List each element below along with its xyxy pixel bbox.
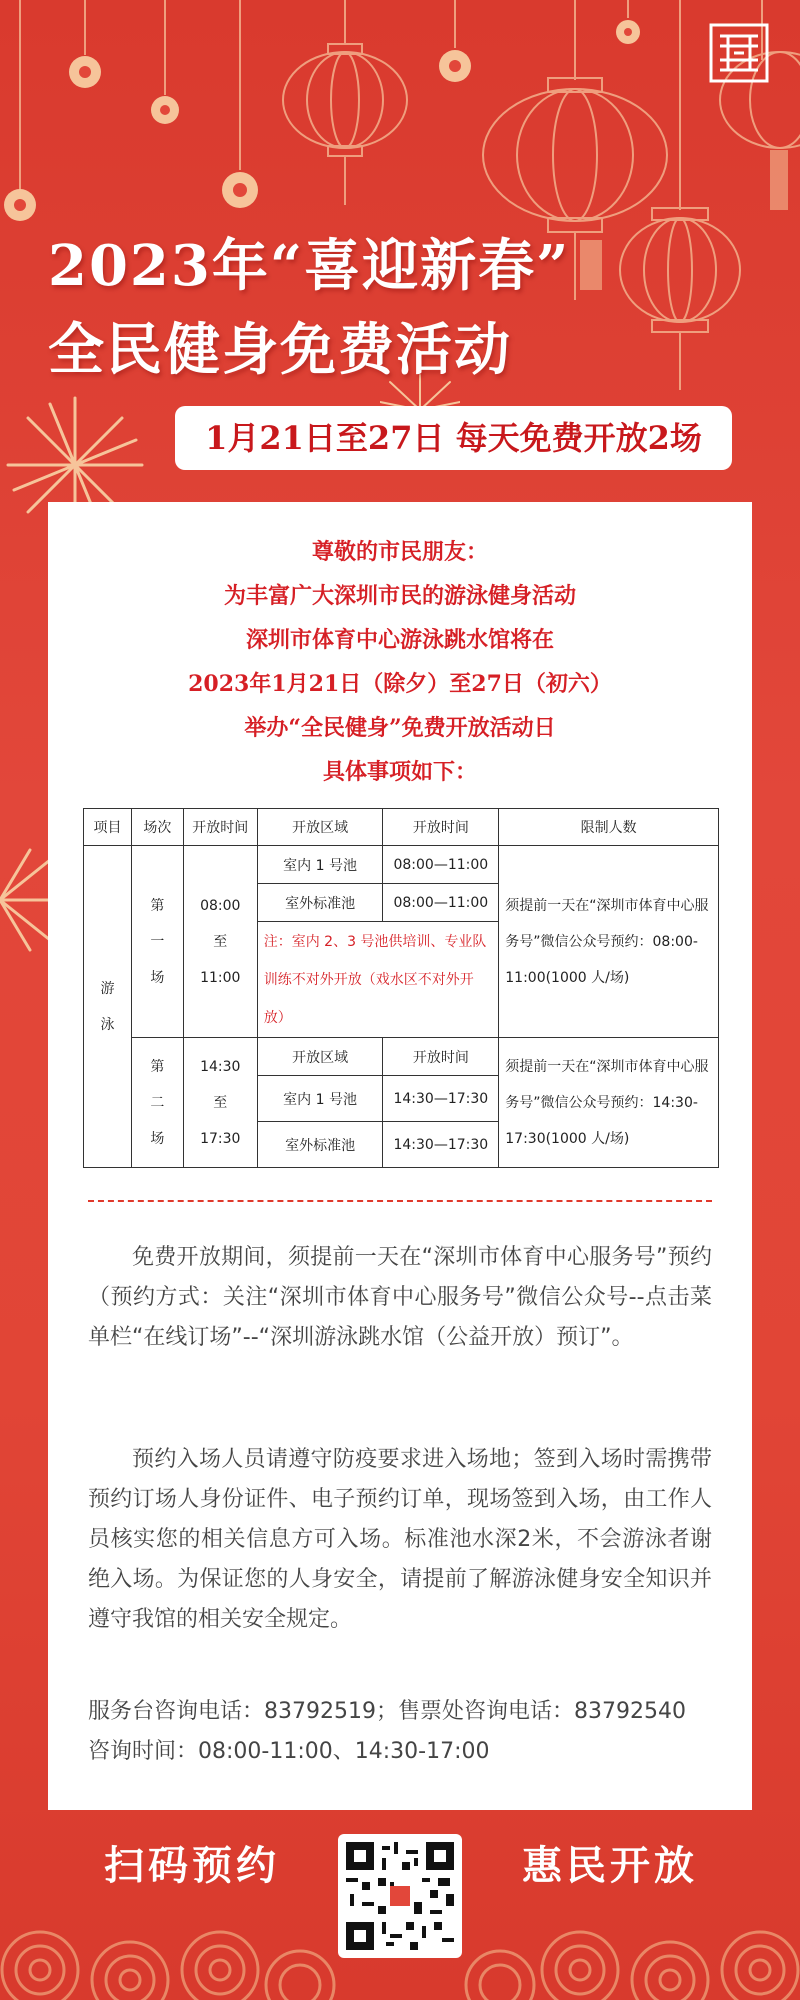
qr-code-icon (346, 1842, 454, 1950)
session-time-part: 至 (213, 933, 228, 950)
closure-note: 注：室内 2、3 号池供培训、专业队训练不对外开放（戏水区不对外开放） (257, 922, 499, 1038)
session-time-part: 11:00 (200, 969, 241, 986)
schedule-table (83, 808, 719, 1168)
table-header-cell: 开放区域 (257, 809, 383, 846)
session-time-part: 14:30 (200, 1058, 241, 1075)
session-time-part: 至 (213, 1094, 228, 1111)
greeting-line: 尊敬的市民朋友： (311, 539, 488, 565)
dashed-divider (88, 1200, 712, 1202)
session-2-cell (131, 1038, 183, 1168)
session-1-cell (131, 846, 183, 1038)
logo-icon (708, 22, 770, 84)
session-time-part: 17:30 (200, 1130, 241, 1147)
phone-text: 服务台咨询电话：83792519；售票处咨询电话：83792540 (88, 1699, 686, 1724)
table-header-cell: 开放时间 (383, 809, 499, 846)
page-title-line-2: 全民健身免费活动 (48, 317, 512, 383)
table-header-cell: 开放时间 (183, 809, 257, 846)
sub-header-cell: 开放区域 (257, 1038, 383, 1076)
date-banner: 1月21日至27日 每天免费开放2场 (175, 406, 732, 470)
limit-cell: 须提前一天在“深圳市体育中心服务号”微信公众号预约：14:30-17:30(1000 人/场) (499, 1038, 719, 1168)
project-char: 游 (100, 980, 115, 997)
hours-text: 咨询时间：08:00-11:00、14:30-17:00 (88, 1739, 490, 1764)
session-char: 场 (150, 1130, 165, 1147)
table-row (84, 1038, 719, 1076)
public-benefit-label: 惠民开放 (522, 1842, 698, 1889)
notice-card (48, 502, 752, 1810)
table-header-cell: 项目 (84, 809, 132, 846)
entry-paragraph (88, 1440, 712, 1640)
area-cell: 室内 1 号池 (257, 846, 383, 884)
limit-cell: 须提前一天在“深圳市体育中心服务号”微信公众号预约：08:00-11:00(1000 人/场) (499, 846, 719, 1038)
scan-to-book-label: 扫码预约 (104, 1842, 280, 1889)
booking-paragraph (88, 1238, 712, 1358)
area-cell: 室外标准池 (257, 1122, 383, 1168)
session-char: 二 (150, 1094, 165, 1111)
session-char: 第 (150, 897, 165, 914)
table-header-cell: 限制人数 (499, 809, 719, 846)
time-cell: 14:30—17:30 (383, 1122, 499, 1168)
greeting-line: 具体事项如下： (322, 759, 477, 785)
contact-block (88, 1692, 712, 1772)
entry-text: 预约入场人员请遵守防疫要求进入场地；签到入场时需携带预约订场人身份证件、电子预约订单，现场签到入场，由工作人员核实您的相关信息方可入场。标准池水深2米，不会游泳者谢绝入场。为保证您的人身安全，请提前了解游泳健身安全知识并遵守我馆的相关安全规定。 (88, 1447, 712, 1632)
area-cell: 室内 1 号池 (257, 1076, 383, 1122)
project-cell (84, 846, 132, 1168)
table-header-row (84, 809, 719, 846)
table-header-cell: 场次 (131, 809, 183, 846)
session-char: 第 (150, 1058, 165, 1075)
qr-code[interactable] (338, 1834, 462, 1958)
session-1-time-cell (183, 846, 257, 1038)
session-time-part: 08:00 (200, 897, 241, 914)
booking-text: 免费开放期间，须提前一天在“深圳市体育中心服务号”预约（预约方式：关注“深圳市体育中心服务号”微信公众号--点击菜单栏“在线订场”--“深圳游泳跳水馆（公益开放）预订”。 (88, 1245, 712, 1350)
greeting-line: 举办“全民健身”免费开放活动日 (244, 715, 556, 741)
greeting-block (48, 530, 752, 794)
greeting-line: 2023年1月21日（除夕）至27日（初六） (188, 671, 612, 697)
table-row (84, 846, 719, 884)
time-cell: 14:30—17:30 (383, 1076, 499, 1122)
sub-header-cell: 开放时间 (383, 1038, 499, 1076)
time-cell: 08:00—11:00 (383, 846, 499, 884)
project-char: 泳 (100, 1016, 115, 1033)
greeting-line: 为丰富广大深圳市民的游泳健身活动 (223, 583, 576, 609)
greeting-line: 深圳市体育中心游泳跳水馆将在 (245, 627, 554, 653)
page-title-line-1: 2023年“喜迎新春” (48, 233, 571, 299)
session-char: 场 (150, 969, 165, 986)
area-cell: 室外标准池 (257, 884, 383, 922)
session-2-time-cell (183, 1038, 257, 1168)
time-cell: 08:00—11:00 (383, 884, 499, 922)
session-char: 一 (150, 933, 165, 950)
